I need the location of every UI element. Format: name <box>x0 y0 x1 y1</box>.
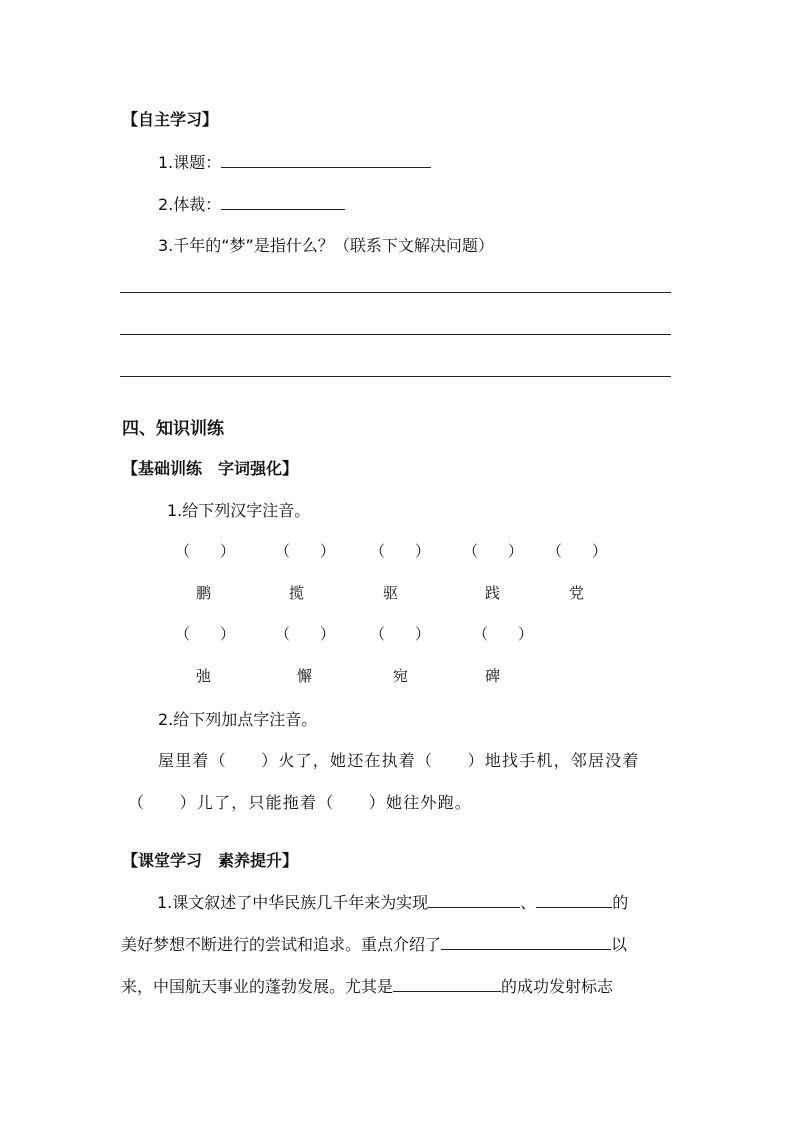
fill-line-2 <box>121 932 627 955</box>
self-study-heading: 【自主学习】 <box>122 110 219 129</box>
question-3-text: 3.千年的“梦”是指什么？（联系下文解决问题） <box>158 236 494 255</box>
hanzi-char: 弛 <box>196 667 212 685</box>
hanzi-char: 宛 <box>393 667 409 685</box>
question-2-label: 2.体裁： <box>158 195 222 214</box>
pinyin-blank[interactable]: （ ） <box>370 625 431 643</box>
pinyin-blank[interactable]: （ ） <box>275 542 336 560</box>
pinyin-blank[interactable]: （ ） <box>547 542 608 560</box>
classroom-heading: 【课堂学习 素养提升】 <box>122 851 299 870</box>
hanzi-char: 践 <box>485 584 501 602</box>
answer-blank[interactable] <box>393 979 501 992</box>
pinyin-blank[interactable]: （ ） <box>463 542 524 560</box>
hanzi-char: 鹏 <box>196 584 212 602</box>
answer-blank[interactable] <box>441 937 611 950</box>
pinyin-blank[interactable]: （ ） <box>473 625 534 643</box>
fill-text: 的 <box>612 893 629 912</box>
pinyin-blank[interactable]: （ ） <box>175 542 236 560</box>
fill-line-1 <box>157 890 628 913</box>
question-1-label: 1.课题： <box>158 153 222 172</box>
pinyin-blank[interactable]: （ ） <box>175 625 236 643</box>
genre-answer-blank[interactable] <box>221 197 345 210</box>
sentence-line-1: 屋里着（ ）火了，她还在执着（ ）地找手机，邻居没着 <box>158 751 640 770</box>
fill-text: 1.课文叙述了中华民族几千年来为实现 <box>157 893 429 912</box>
fill-text: 以 <box>611 935 628 954</box>
hanzi-char: 懈 <box>297 667 313 685</box>
basic-training-heading: 【基础训练 字词强化】 <box>122 459 299 478</box>
section-4-title: 四、知识训练 <box>122 419 224 439</box>
fill-line-3 <box>121 974 613 997</box>
pinyin-question-1: 1.给下列汉字注音。 <box>167 501 311 520</box>
answer-line-3[interactable] <box>120 376 671 377</box>
fill-text: 、 <box>520 893 537 912</box>
pinyin-blank[interactable]: （ ） <box>370 542 431 560</box>
fill-text: 的成功发射标志 <box>501 977 614 996</box>
answer-blank[interactable] <box>428 895 520 908</box>
answer-line-2[interactable] <box>120 334 671 335</box>
sentence-line-2: （ ）儿了，只能拖着（ ）她往外跑。 <box>128 793 473 812</box>
question-1-topic <box>158 150 431 173</box>
hanzi-char: 碑 <box>485 667 501 685</box>
pinyin-blank[interactable]: （ ） <box>275 625 336 643</box>
fill-text: 来，中国航天事业的蓬勃发展。尤其是 <box>121 977 394 996</box>
pinyin-question-2: 2.给下列加点字注音。 <box>158 710 318 729</box>
hanzi-char: 党 <box>569 584 585 602</box>
fill-text: 美好梦想不断进行的尝试和追求。重点介绍了 <box>121 935 442 954</box>
answer-line-1[interactable] <box>120 292 671 293</box>
answer-blank[interactable] <box>536 895 612 908</box>
question-2-genre <box>158 192 345 215</box>
hanzi-char: 驱 <box>383 584 399 602</box>
hanzi-char: 揽 <box>289 584 305 602</box>
topic-answer-blank[interactable] <box>221 155 431 168</box>
